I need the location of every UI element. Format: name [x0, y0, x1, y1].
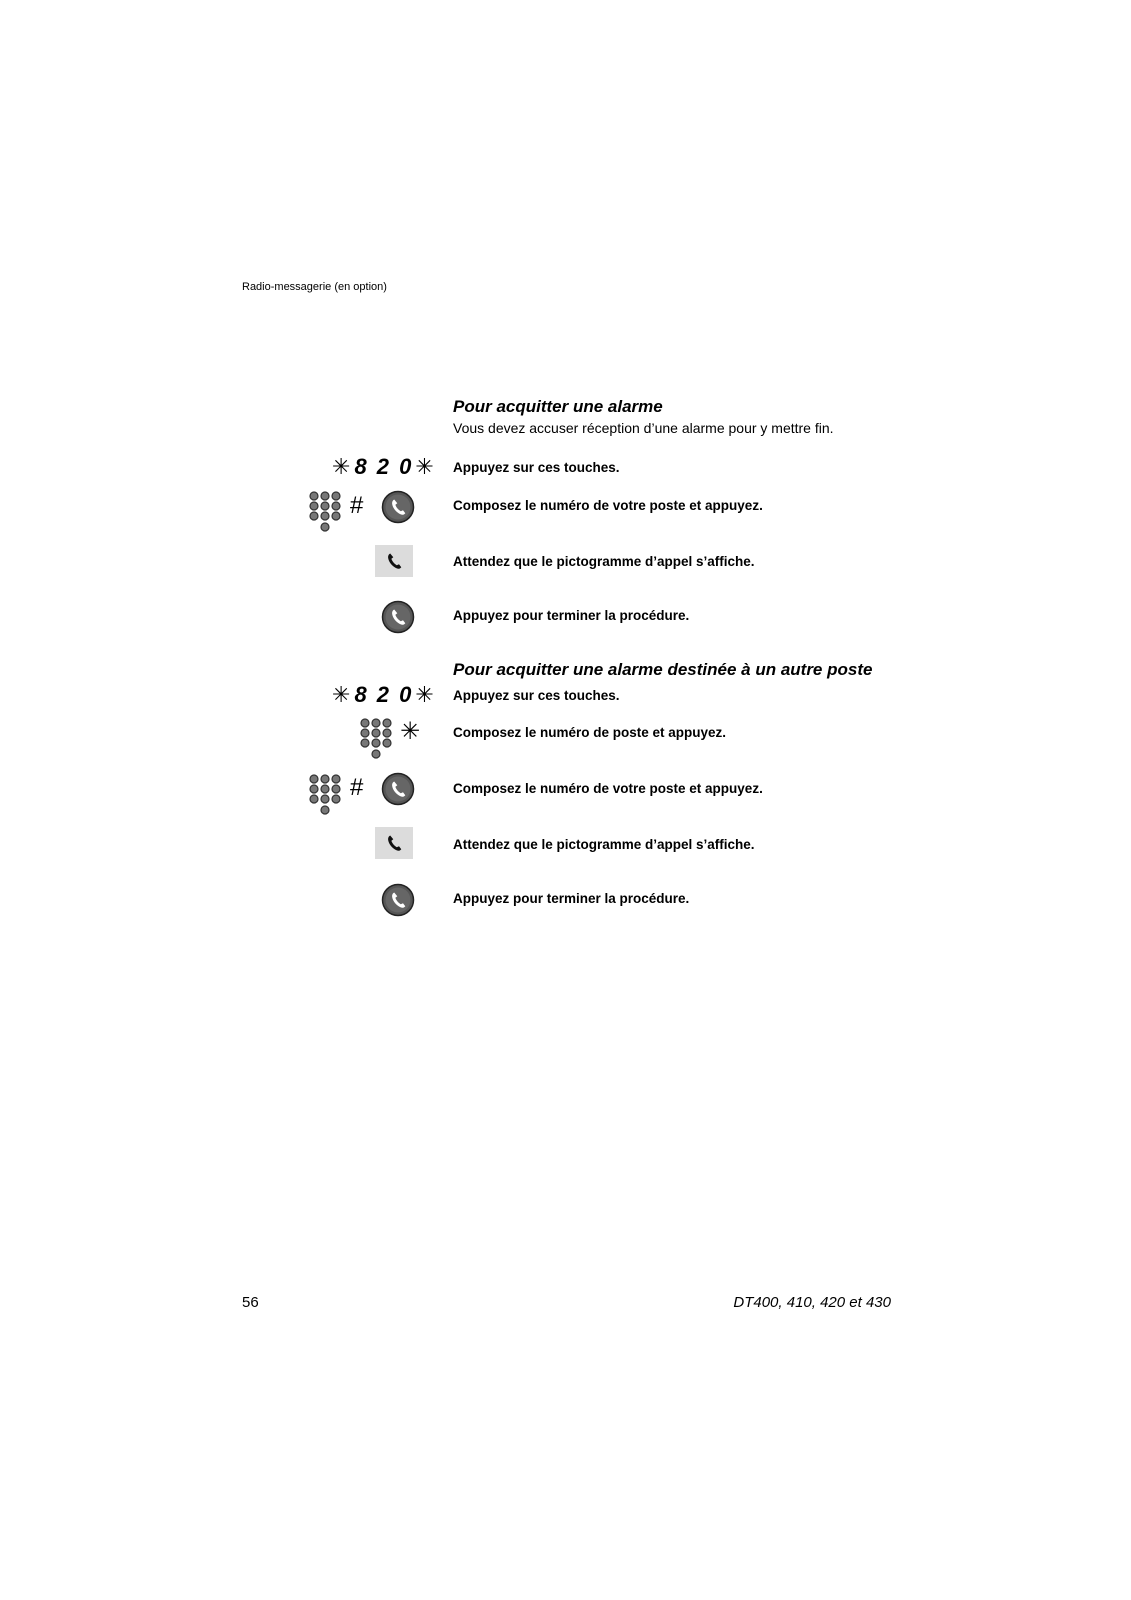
hash-icon: #	[350, 774, 364, 801]
step-text: Appuyez sur ces touches.	[453, 460, 620, 475]
star-icon: ✳	[415, 682, 436, 707]
step-text: Composez le numéro de votre poste et appuyez.	[453, 498, 763, 513]
code-digits: 8 2 0	[354, 454, 414, 479]
model-name: DT400, 410, 420 et 430	[733, 1294, 891, 1311]
step-text: Appuyez pour terminer la procédure.	[453, 891, 690, 906]
step-text: Appuyez pour terminer la procédure.	[453, 608, 690, 623]
step-text: Composez le numéro de poste et appuyez.	[453, 725, 727, 740]
section-title: Pour acquitter une alarme	[453, 397, 663, 416]
step-text: Attendez que le pictogramme d’appel s’affiche.	[453, 837, 755, 852]
call-button-icon	[381, 490, 415, 524]
running-head: Radio-messagerie (en option)	[242, 281, 387, 293]
call-button-icon	[381, 883, 415, 917]
page-number: 56	[242, 1294, 259, 1311]
step-text: Appuyez sur ces touches.	[453, 688, 620, 703]
keypad-icon	[358, 717, 394, 763]
section-intro: Vous devez accuser réception d’une alarme pour y mettre fin.	[453, 420, 834, 436]
call-button-icon	[381, 772, 415, 806]
star-icon: ✳	[415, 454, 436, 479]
star-icon: ✳	[332, 454, 353, 479]
hash-icon: #	[350, 492, 364, 519]
step-text: Attendez que le pictogramme d’appel s’affiche.	[453, 554, 755, 569]
star-code	[330, 682, 438, 708]
call-button-icon	[381, 600, 415, 634]
step-text: Composez le numéro de votre poste et appuyez.	[453, 781, 763, 796]
call-pictogram-icon	[375, 827, 413, 859]
code-digits: 8 2 0	[354, 682, 414, 707]
star-icon: ✳	[332, 682, 353, 707]
keypad-icon	[307, 490, 343, 536]
star-icon: ✳	[400, 718, 421, 745]
call-pictogram-icon	[375, 545, 413, 577]
keypad-icon	[307, 773, 343, 819]
section-title: Pour acquitter une alarme destinée à un autre poste	[453, 660, 873, 679]
star-code	[330, 454, 438, 480]
